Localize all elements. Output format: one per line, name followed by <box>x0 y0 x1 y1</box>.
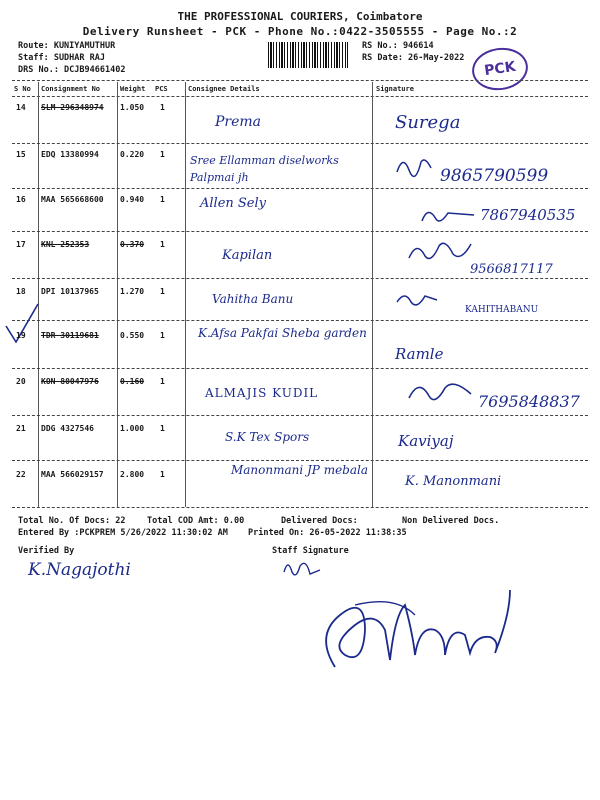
row-signature: Surega <box>395 112 461 133</box>
signature-scribble <box>418 205 478 229</box>
row-signature: 7695848837 <box>478 392 580 411</box>
col-divider <box>372 82 373 507</box>
row-signature: K. Manonmani <box>405 474 502 489</box>
row-sno: 16 <box>16 195 26 204</box>
row-consignee: ALMAJIS KUDIL <box>205 386 319 400</box>
signature-scribble <box>405 378 475 408</box>
col-divider <box>185 82 186 507</box>
row-sno: 17 <box>16 240 26 249</box>
row-sno: 19 <box>16 331 26 340</box>
signature-scribble <box>405 236 475 266</box>
row-signature: Kaviyaj <box>398 432 454 450</box>
non-delivered-docs: Non Delivered Docs. <box>402 516 500 526</box>
row-consignment: DPI 10137965 <box>41 287 99 296</box>
row-divider <box>12 143 588 144</box>
row-pcs: 1 <box>160 195 165 204</box>
row-consignee: Sree Ellamman diselworks Palpmai jh <box>190 154 339 184</box>
row-divider <box>12 320 588 321</box>
row-divider <box>12 188 588 189</box>
row-signature: 9865790599 <box>440 166 549 186</box>
header-rule-top <box>12 80 588 81</box>
total-cod: Total COD Amt: 0.00 <box>147 516 245 526</box>
row-consignee: Kapilan <box>222 248 273 263</box>
row-signature: 7867940535 <box>480 206 576 224</box>
row-consignment: KNL 252353 <box>41 240 90 249</box>
total-docs: Total No. Of Docs: 22 <box>18 516 126 526</box>
rs-number: RS No.: 946614 <box>362 41 434 51</box>
row-weight: 1.000 <box>120 424 145 433</box>
pck-stamp: PCK <box>469 44 530 93</box>
col-consignment: Consignment No <box>41 85 101 93</box>
row-consignee: Allen Sely <box>200 196 267 211</box>
rs-date: RS Date: 26-May-2022 <box>362 53 465 63</box>
row-sno: 22 <box>16 470 26 479</box>
row-pcs: 1 <box>160 424 165 433</box>
row-pcs: 1 <box>160 240 165 249</box>
row-signature: KAHITHABANU <box>465 305 539 315</box>
route: Route: KUNIYAMUTHUR <box>18 41 116 51</box>
row-divider <box>12 507 588 508</box>
row-weight: 1.270 <box>120 287 145 296</box>
verifier-signature: K.Nagajothi <box>28 560 131 580</box>
row-pcs: 1 <box>160 150 165 159</box>
col-weight: Weight <box>120 85 146 93</box>
document-subtitle: Delivery Runsheet - PCK - Phone No.:0422-3505555 - Page No.:2 <box>82 25 518 38</box>
staff: Staff: SUDHAR RAJ <box>18 53 105 63</box>
col-signature: Signature <box>376 85 414 93</box>
row-pcs: 1 <box>160 331 165 340</box>
barcode <box>268 42 348 68</box>
row-divider <box>12 368 588 369</box>
large-signature <box>295 575 525 685</box>
col-divider <box>117 82 118 507</box>
row-divider <box>12 460 588 461</box>
row-divider <box>12 278 588 279</box>
row-consignee: Manonmani JP mebala <box>230 463 368 477</box>
row-consignee: S.K Tex Spors <box>225 430 310 444</box>
verified-by-label: Verified By <box>18 546 75 556</box>
row-pcs: 1 <box>160 470 165 479</box>
row-consignment: KON 80047976 <box>41 377 99 386</box>
drs-number: DRS No.: DCJB94661402 <box>18 65 126 75</box>
row-pcs: 1 <box>160 377 165 386</box>
row-weight: 0.220 <box>120 150 145 159</box>
row-weight: 1.050 <box>120 103 145 112</box>
entered-by: Entered By :PCKPREM 5/26/2022 11:30:02 AM <box>18 528 228 538</box>
col-divider <box>38 82 39 507</box>
col-pcs: PCS <box>155 85 168 93</box>
row-sno: 18 <box>16 287 26 296</box>
row-signature: 9566817117 <box>470 262 553 277</box>
row-consignment: MAA 565668600 <box>41 195 104 204</box>
row-consignment: SLM 296348974 <box>41 103 104 112</box>
row-sno: 14 <box>16 103 26 112</box>
check-mark <box>2 300 42 350</box>
row-divider <box>12 415 588 416</box>
row-weight: 0.370 <box>120 240 145 249</box>
row-sno: 20 <box>16 377 26 386</box>
row-sno: 15 <box>16 150 26 159</box>
row-consignment: TDR 30119681 <box>41 331 99 340</box>
row-consignment: MAA 566029157 <box>41 470 104 479</box>
row-signature: Ramle <box>395 345 444 363</box>
row-consignee: Prema <box>215 114 262 130</box>
signature-scribble <box>395 290 440 310</box>
col-consignee: Consignee Details <box>188 85 260 93</box>
staff-signature-label: Staff Signature <box>272 546 349 556</box>
row-consignee: K.Afsa Pakfai Sheba garden <box>198 326 367 340</box>
row-sno: 21 <box>16 424 26 433</box>
row-consignment: DDG 4327546 <box>41 424 94 433</box>
row-weight: 0.550 <box>120 331 145 340</box>
document-title: THE PROFESSIONAL COURIERS, Coimbatore <box>177 10 423 23</box>
row-pcs: 1 <box>160 103 165 112</box>
row-consignment: EDQ 13380994 <box>41 150 99 159</box>
header-rule-bottom <box>12 96 588 97</box>
row-divider <box>12 231 588 232</box>
row-consignee: Vahitha Banu <box>212 292 294 306</box>
signature-scribble <box>395 152 435 182</box>
row-weight: 2.800 <box>120 470 145 479</box>
row-weight: 0.160 <box>120 377 145 386</box>
row-pcs: 1 <box>160 287 165 296</box>
delivered-docs: Delivered Docs: <box>281 516 358 526</box>
row-weight: 0.940 <box>120 195 145 204</box>
col-sno: S No <box>14 85 31 93</box>
printed-on: Printed On: 26-05-2022 11:38:35 <box>248 528 407 538</box>
